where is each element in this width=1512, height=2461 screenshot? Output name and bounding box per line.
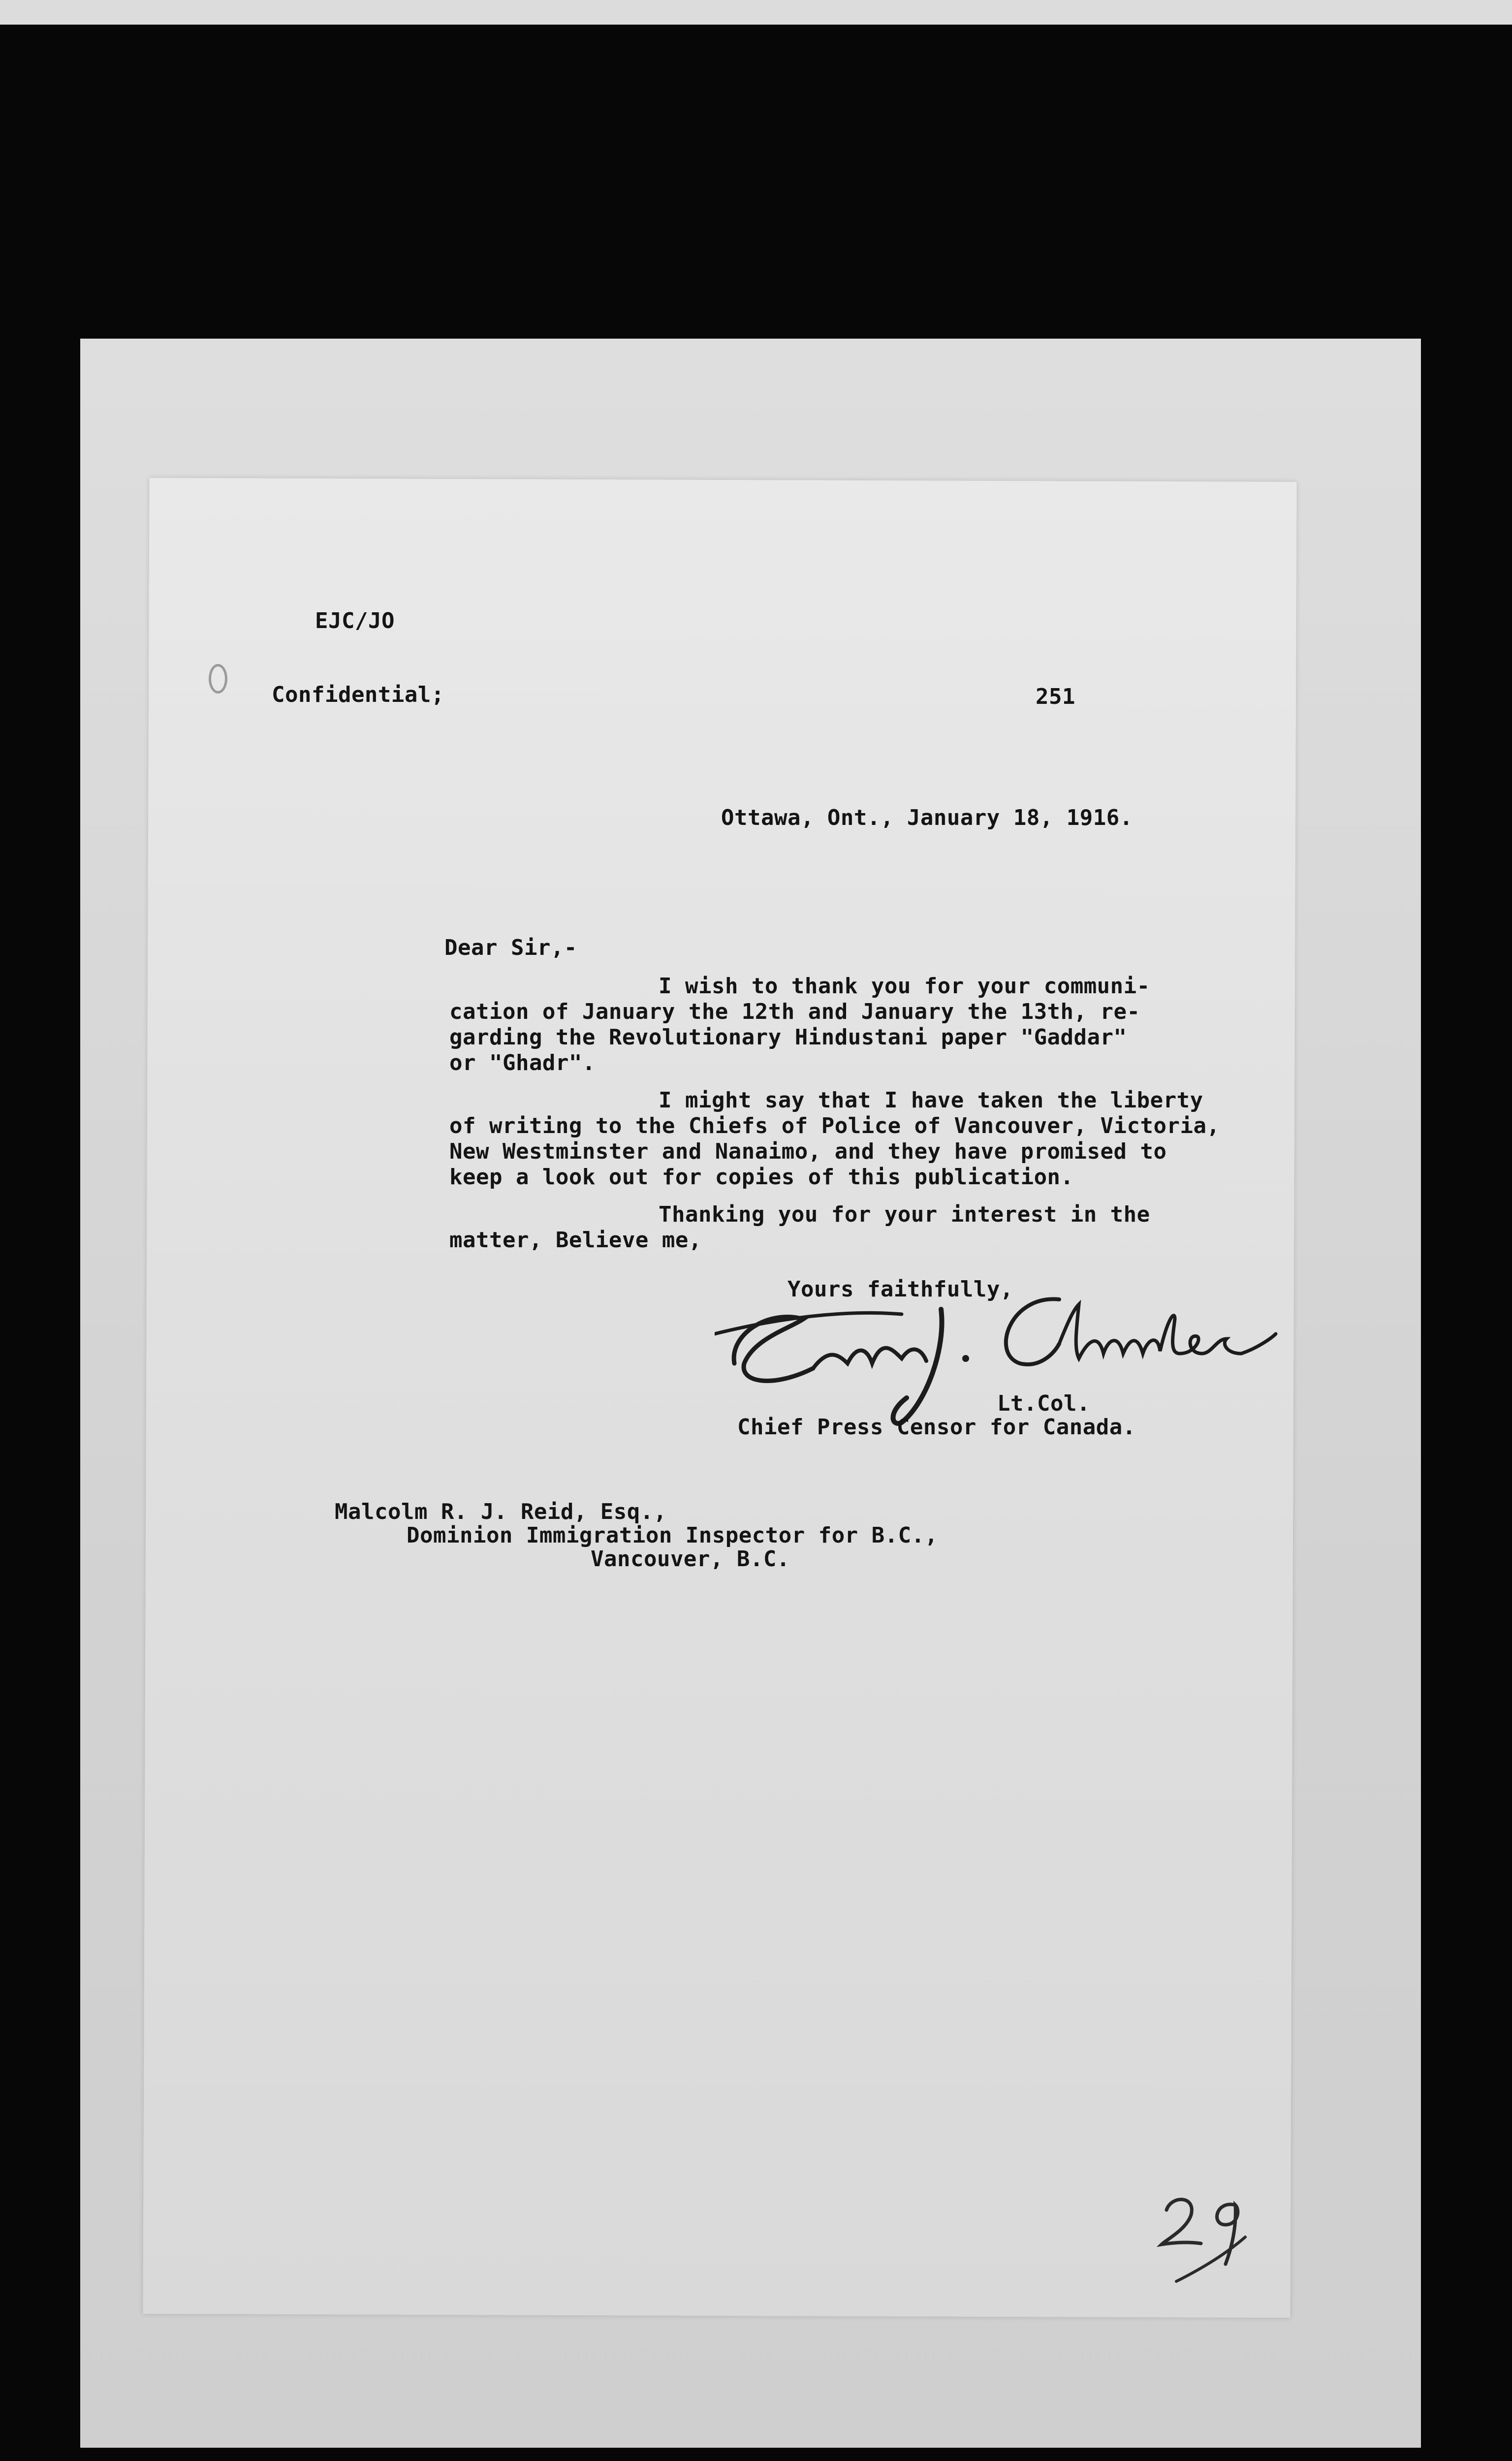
paragraph-line: garding the Revolutionary Hindustani paper "Gaddar" (449, 1025, 1127, 1050)
paragraph-line: New Westminster and Nanaimo, and they have promised to (449, 1139, 1167, 1164)
addressee-line: Malcolm R. J. Reid, Esq., (335, 1499, 667, 1524)
closing: Yours faithfully, (788, 1277, 1013, 1302)
paragraph-line: keep a look out for copies of this publication. (449, 1165, 1074, 1190)
paragraph-line: cation of January the 12th and January the 13th, re- (449, 999, 1140, 1024)
classification: Confidential; (272, 682, 444, 707)
addressee-line: Dominion Immigration Inspector for B.C., (407, 1523, 938, 1548)
file-number: 251 (1036, 684, 1075, 709)
paragraph-line: Thanking you for your interest in the (659, 1202, 1150, 1227)
film-top-edge (0, 0, 1512, 25)
signatory-title: Chief Press Censor for Canada. (737, 1415, 1136, 1440)
paragraph-line: matter, Believe me, (449, 1228, 702, 1253)
paragraph-line: I might say that I have taken the liberty (659, 1088, 1203, 1113)
place-date: Ottawa, Ont., January 18, 1916. (721, 805, 1133, 830)
salutation: Dear Sir,- (444, 935, 577, 960)
reference-initials: EJC/JO (315, 608, 395, 633)
paragraph-line: of writing to the Chiefs of Police of Vancouver, Victoria, (449, 1113, 1220, 1138)
paragraph-line: I wish to thank you for your communi- (659, 974, 1150, 999)
paragraph-line: or "Ghadr". (449, 1050, 596, 1075)
punch-hole (209, 664, 227, 694)
handwritten-folio-number (1152, 2190, 1260, 2289)
addressee-line: Vancouver, B.C. (591, 1546, 790, 1572)
rank: Lt.Col. (997, 1391, 1090, 1416)
